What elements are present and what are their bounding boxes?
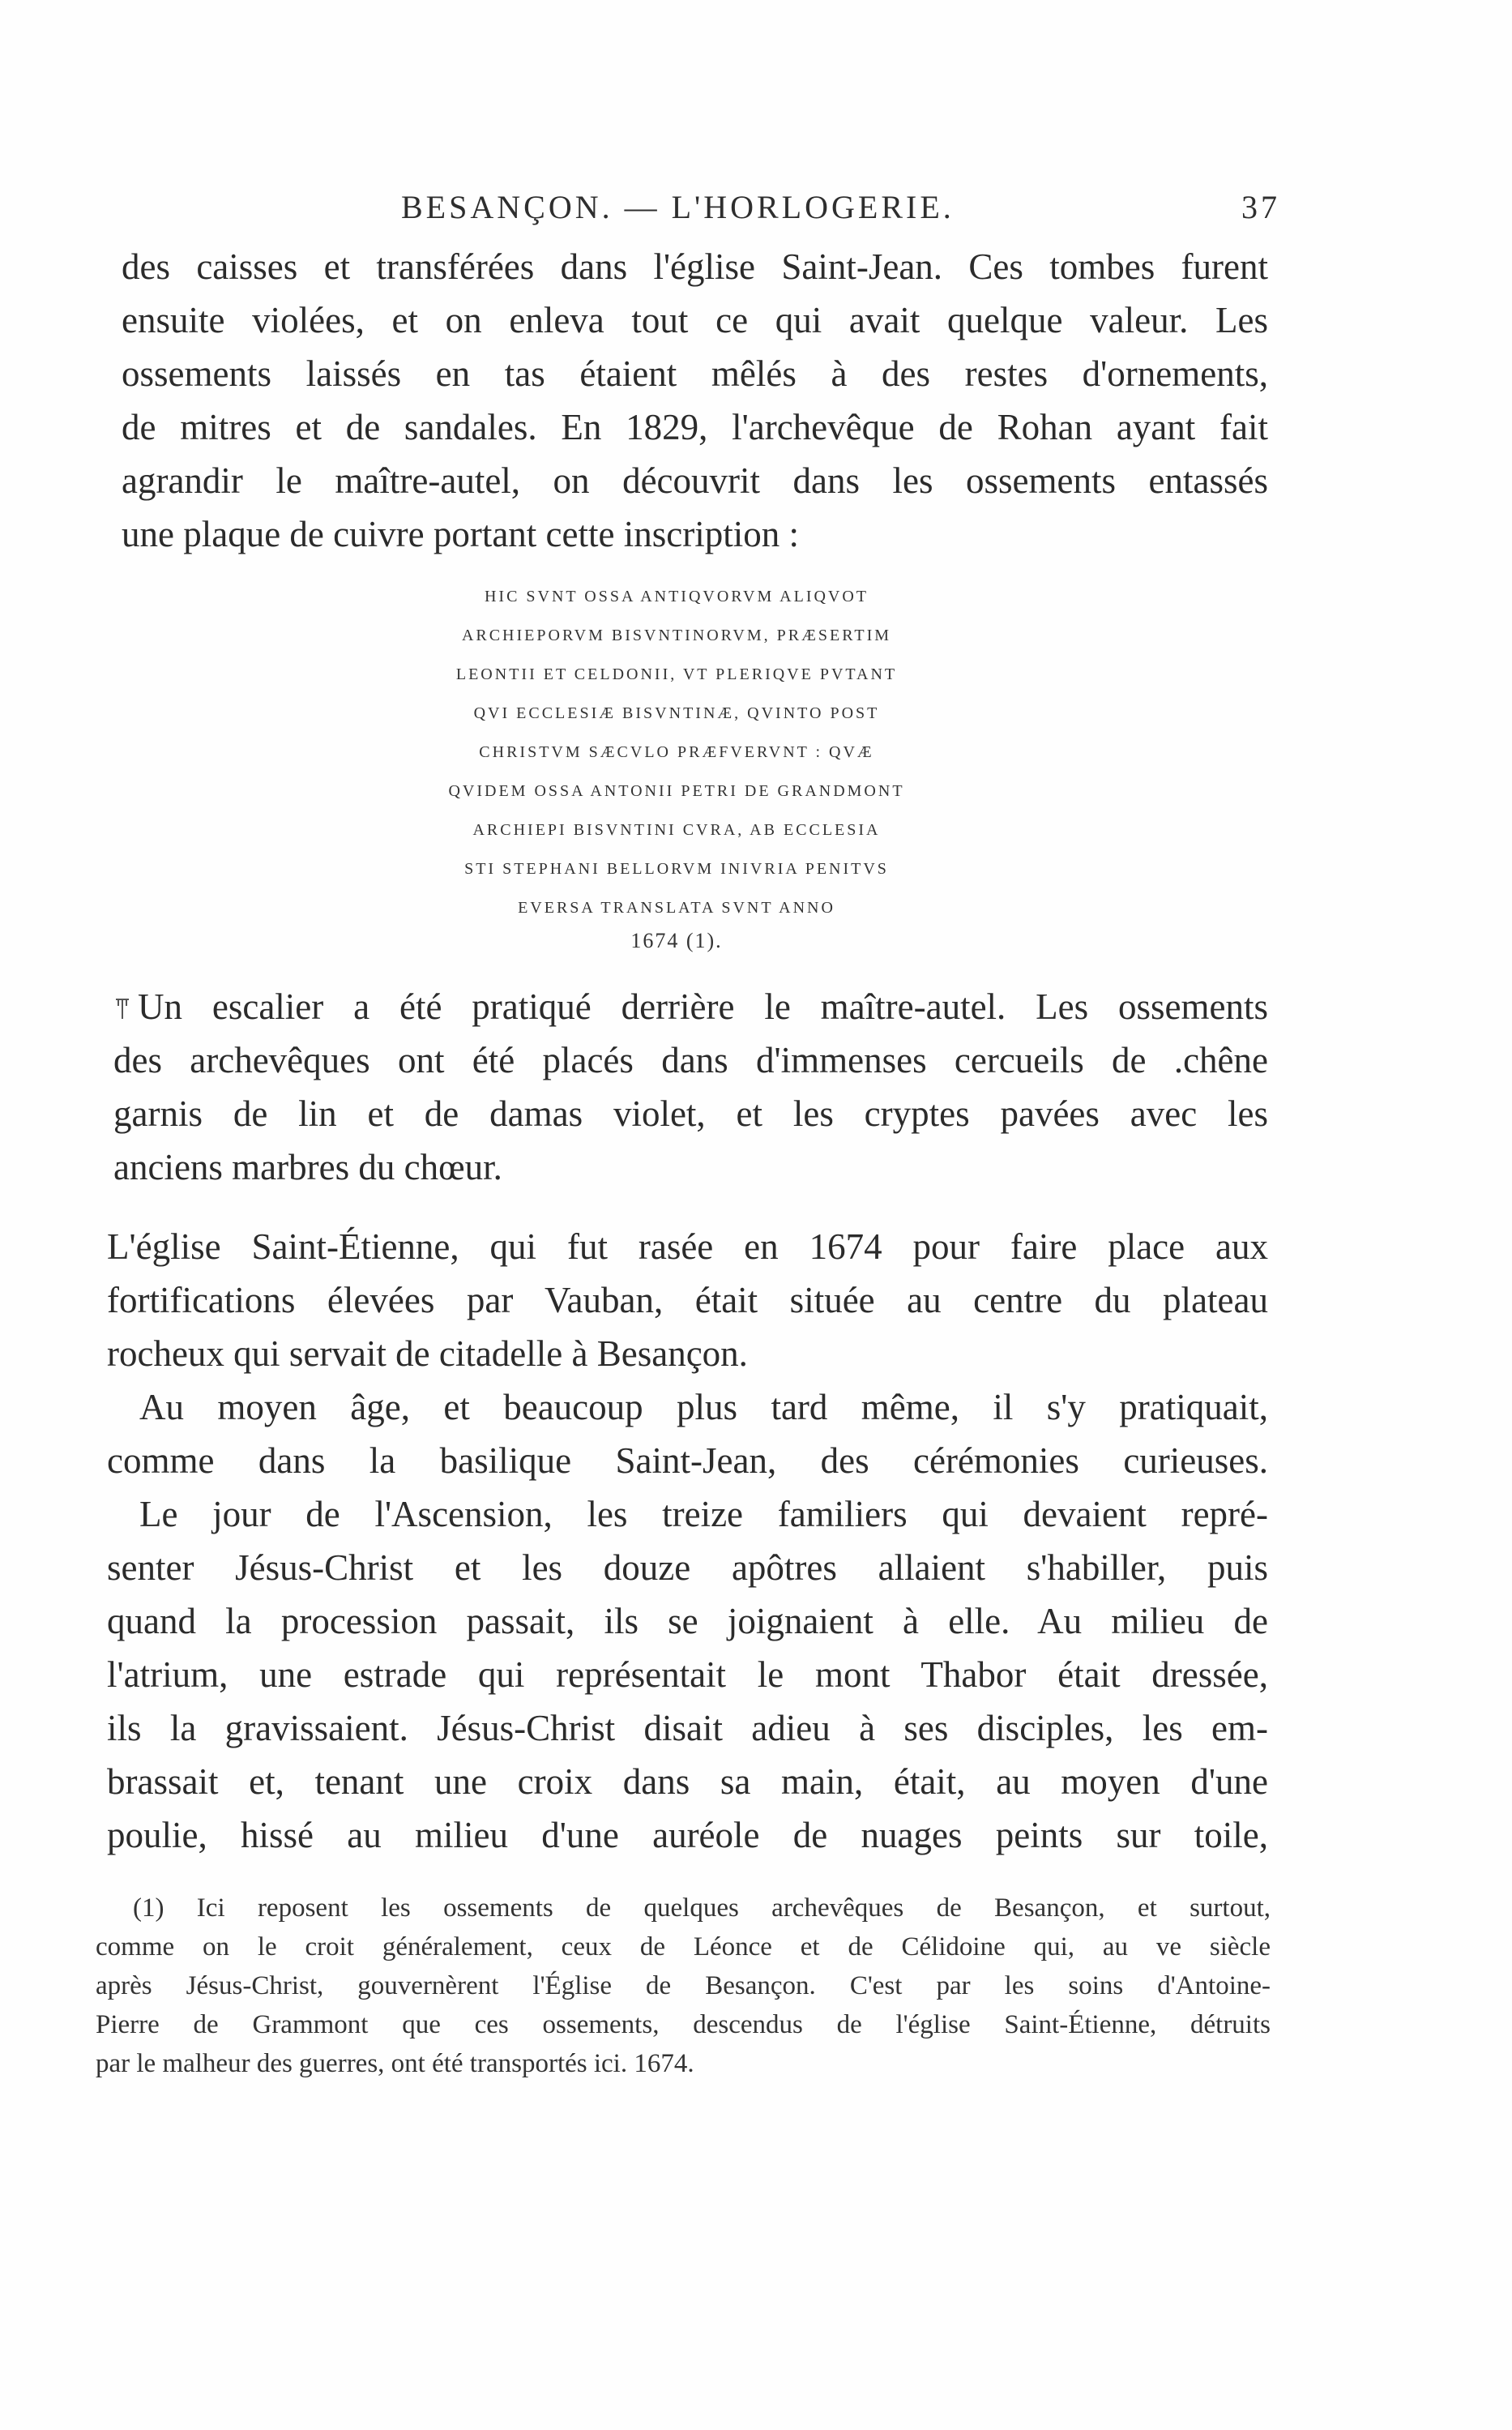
text-line: brassait et, tenant une croix dans sa main, était, au moyen d'une <box>107 1761 1268 1802</box>
inscription-line: QVI ECCLESIÆ BISVNTINÆ, QVINTO POST <box>473 704 880 722</box>
running-title: BESANÇON. — L'HORLOGERIE. <box>401 189 955 225</box>
inscription-line: STI STEPHANI BELLORVM INIVRIA PENITVS <box>464 860 889 878</box>
text-line: une plaque de cuivre portant cette inscription : <box>122 514 799 554</box>
text-line: senter Jésus-Christ et les douze apôtres allaient s'habiller, puis <box>107 1547 1268 1588</box>
footnote <box>96 1889 1271 2083</box>
inscription-line: LEONTII ET CELDONII, VT PLERIQVE PVTANT <box>455 665 898 683</box>
text-line: rocheux qui servait de citadelle à Besançon. <box>107 1333 748 1374</box>
text-line: L'église Saint-Étienne, qui fut rasée en 1674 pour faire place aux <box>107 1226 1268 1267</box>
footnote-line: (1) Ici reposent les ossements de quelques archevêques de Besançon, et surtout, <box>133 1893 1271 1923</box>
text-line: garnis de lin et de damas violet, et les cryptes pavées avec les <box>113 1093 1268 1134</box>
text-line-content: Un escalier a été pratiqué derrière le maître-autel. Les ossements <box>138 986 1268 1027</box>
text-line: poulie, hissé au milieu d'une auréole de nuages peints sur toile, <box>107 1815 1268 1855</box>
paragraph-2 <box>113 980 1268 1194</box>
latin-inscription <box>340 577 1013 955</box>
paragraph-3 <box>107 1220 1268 1862</box>
text-line: ensuite violées, et on enleva tout ce qui avait quelque valeur. Les <box>122 300 1268 340</box>
inscription-line: CHRISTVM SÆCVLO PRÆFVERVNT : QVÆ <box>479 743 874 761</box>
text-line: fortifications élevées par Vauban, était située au centre du plateau <box>107 1280 1268 1320</box>
pointing-hand-icon <box>113 996 131 1020</box>
text-line: de mitres et de sandales. En 1829, l'archevêque de Rohan ayant fait <box>122 407 1268 447</box>
text-line: agrandir le maître-autel, on découvrit dans les ossements entassés <box>122 460 1268 501</box>
footnote-line: après Jésus-Christ, gouvernèrent l'Église de Besançon. C'est par les soins d'Antoine- <box>96 1971 1271 2000</box>
inscription-line: ARCHIEPORVM BISVNTINORVM, PRÆSERTIM <box>461 627 892 644</box>
text-line: ossements laissés en tas étaient mêlés à des restes d'ornements, <box>122 353 1268 394</box>
text-line: quand la procession passait, ils se joignaient à elle. Au milieu de <box>107 1601 1268 1641</box>
text-line: des caisses et transférées dans l'église Saint-Jean. Ces tombes furent <box>122 246 1268 287</box>
page-number: 37 <box>1241 189 1280 225</box>
text-line: Le jour de l'Ascension, les treize familiers qui devaient repré- <box>139 1494 1268 1534</box>
text-line: l'atrium, une estrade qui représentait le mont Thabor était dressée, <box>107 1654 1268 1695</box>
running-header <box>113 188 1280 229</box>
text-line: anciens marbres du chœur. <box>113 1147 502 1187</box>
text-line: ils la gravissaient. Jésus-Christ disait adieu à ses disciples, les em- <box>107 1708 1268 1748</box>
paragraph-1 <box>122 240 1268 561</box>
inscription-line: EVERSA TRANSLATA SVNT ANNO <box>518 899 835 917</box>
text-line: des archevêques ont été placés dans d'immenses cercueils de .chêne <box>113 1040 1268 1080</box>
text-line: Au moyen âge, et beaucoup plus tard même, il s'y pratiquait, <box>139 1387 1268 1427</box>
footnote-line: comme on le croit généralement, ceux de Léonce et de Célidoine qui, au ve siècle <box>96 1932 1271 1962</box>
inscription-line: ARCHIEPI BISVNTINI CVRA, AB ECCLESIA <box>472 821 881 839</box>
inscription-line: QVIDEM OSSA ANTONII PETRI DE GRANDMONT <box>448 782 905 800</box>
inscription-line: HIC SVNT OSSA ANTIQVORVM ALIQVOT <box>484 588 869 605</box>
text-line <box>113 980 1268 1033</box>
footnote-line: par le malheur des guerres, ont été transportés ici. 1674. <box>96 2049 694 2078</box>
footnote-line: Pierre de Grammont que ces ossements, descendus de l'église Saint-Étienne, détruits <box>96 2010 1271 2039</box>
text-line: comme dans la basilique Saint-Jean, des cérémonies curieuses. <box>107 1440 1268 1481</box>
inscription-date: 1674 (1). <box>630 929 723 952</box>
